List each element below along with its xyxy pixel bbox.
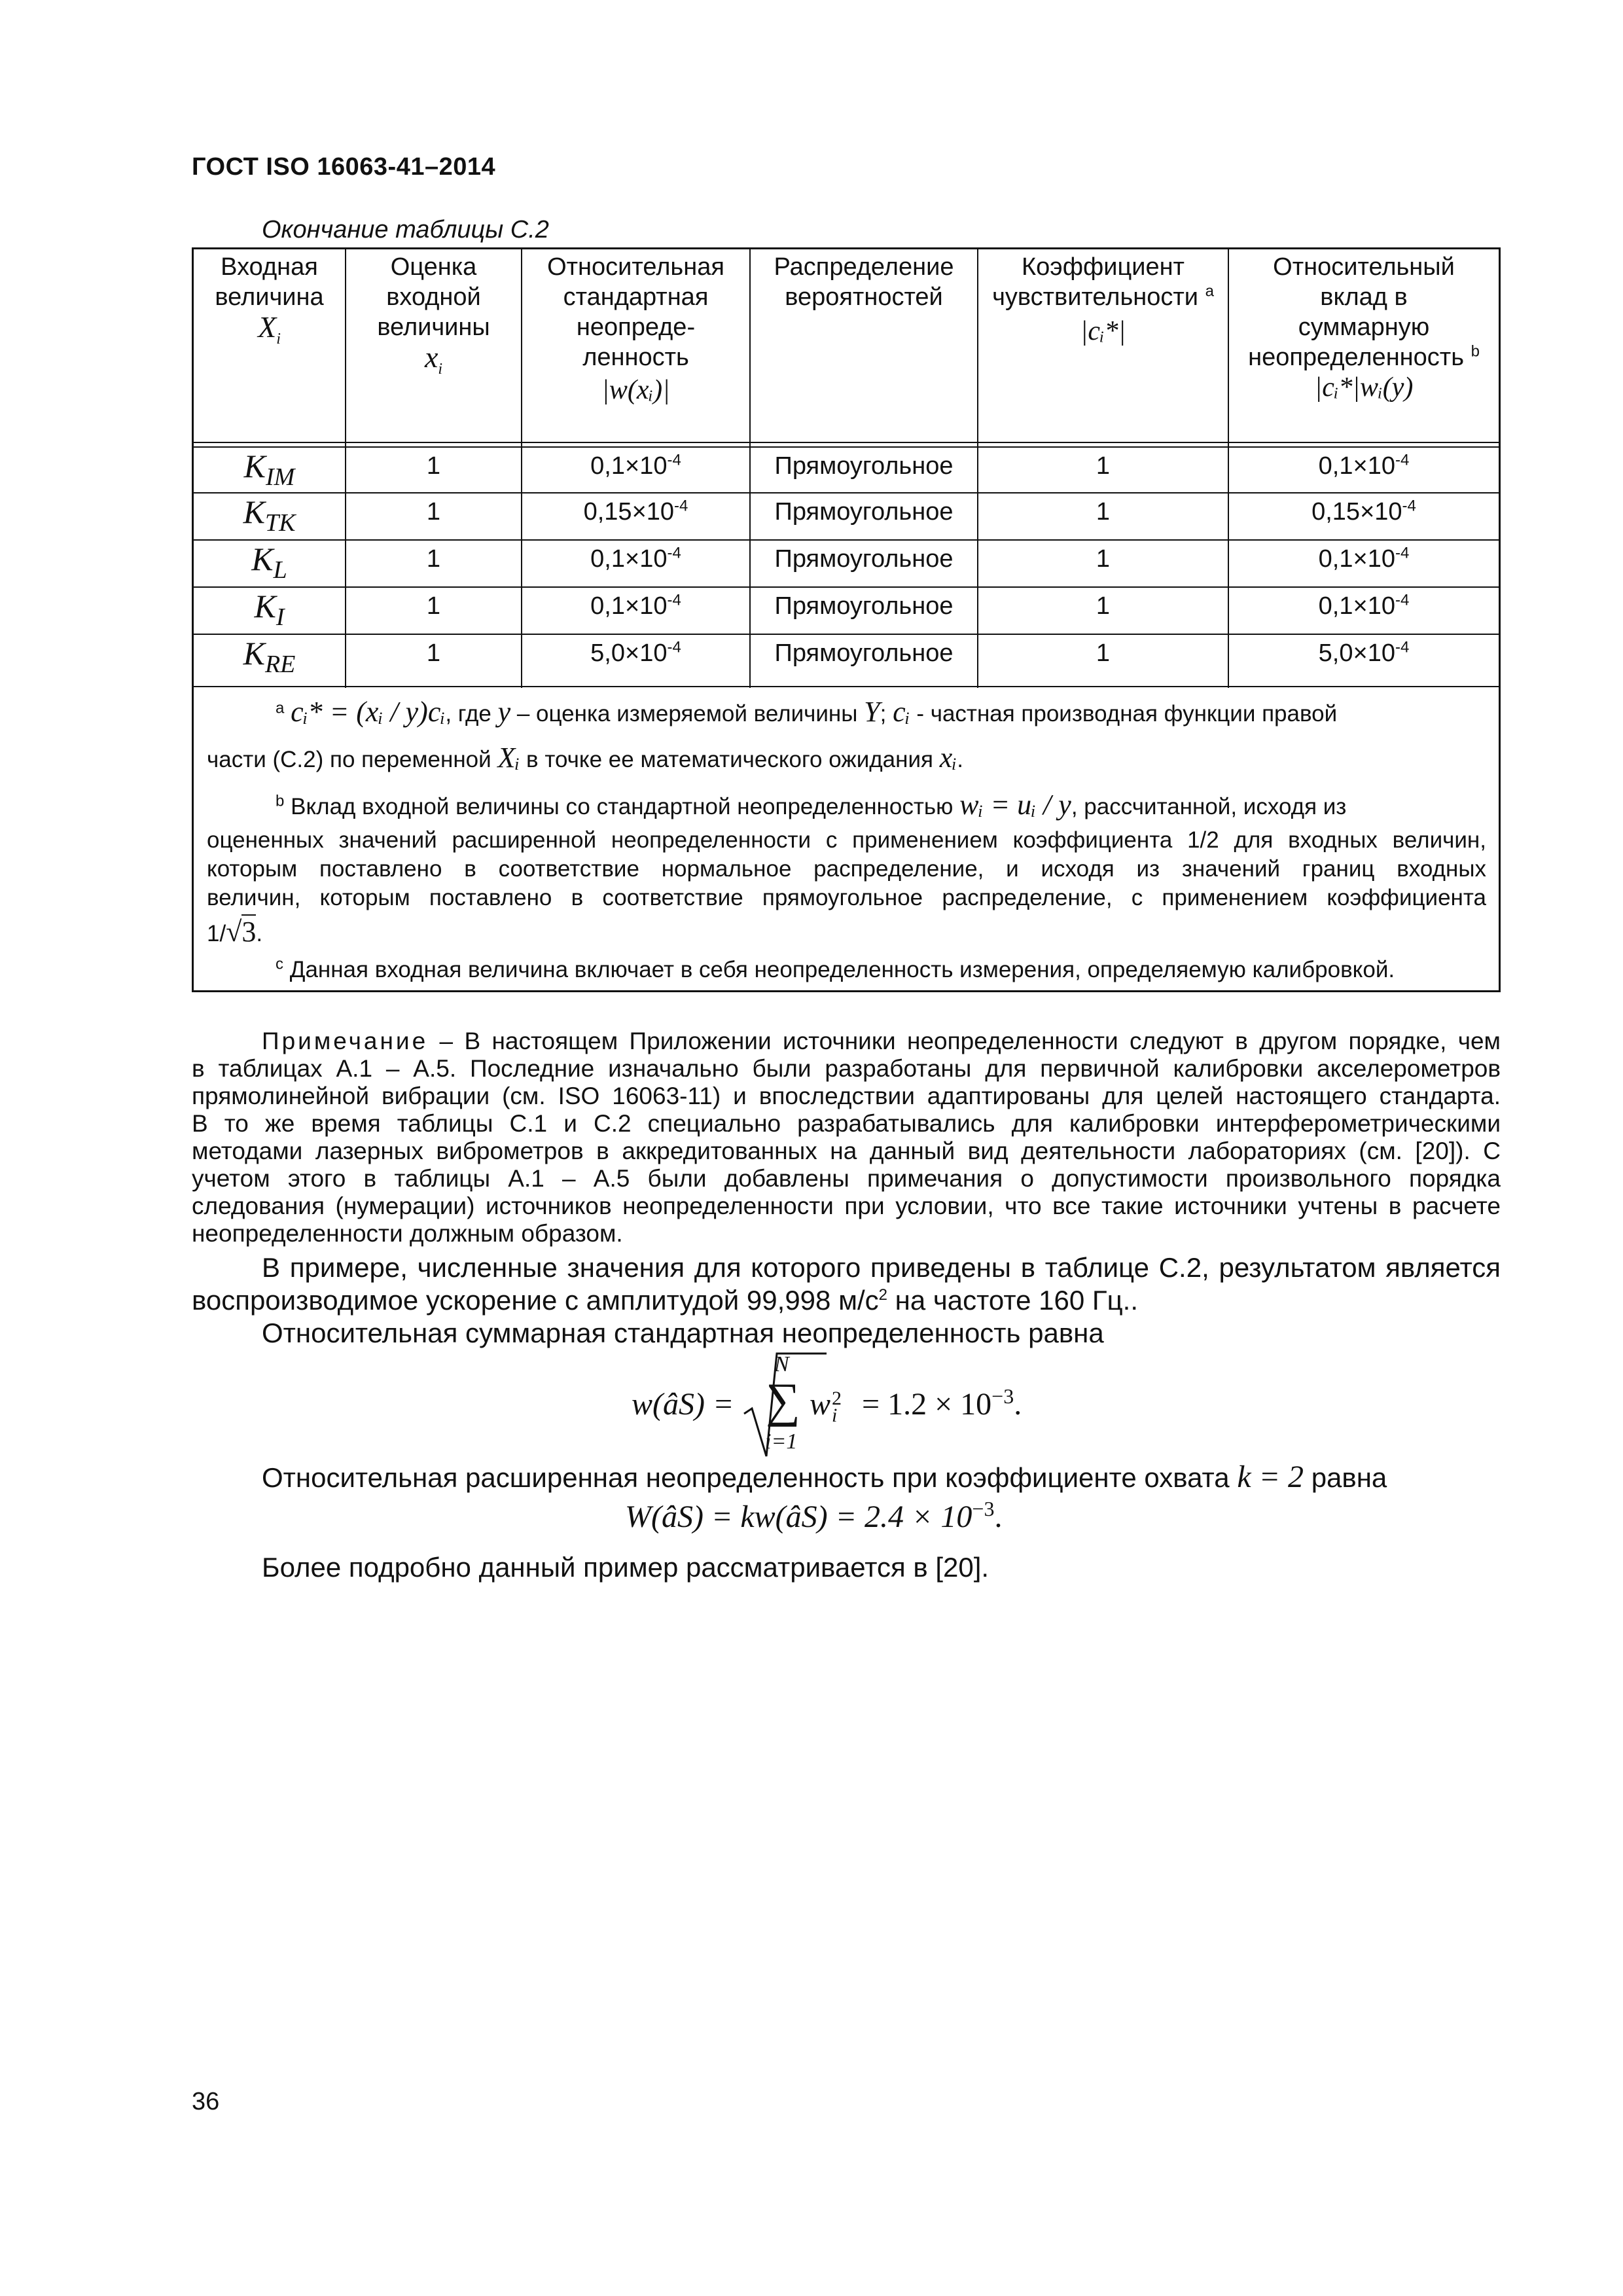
text: воспроизводимое ускорение с амплитудой 99,998 м/с [192,1285,879,1316]
footnote-mark-a: a [1205,282,1214,300]
text: в точке ее математического ожидания [526,747,933,772]
uncertainty-table [192,247,1501,992]
value-mantissa: 0,1×10 [1318,545,1395,573]
col-header-line: чувствительности [992,283,1199,311]
footnote-b-line1 [276,790,1486,822]
term-exponent: 2 [832,1387,842,1409]
eq-rhs [862,1386,1022,1422]
col-header-line: вероятностей [785,283,943,311]
footnote-a-line1 [276,697,1480,729]
sqrt-symbol: √ [226,916,242,948]
note-line: прямолинейной вибрации (см. ISO 16063-11) и впоследствии адаптированы для целей настоящего стандарта. [192,1083,1501,1109]
col-header-distribution [751,249,977,443]
value-mantissa: 0,1×10 [1318,592,1395,620]
cell-distribution: Прямоугольное [774,452,954,480]
body-paragraph-3 [262,1461,1387,1494]
cell-distribution: Прямоугольное [774,592,954,620]
text: , рассчитанной, исходя из [1071,794,1347,819]
equation-combined-uncertainty [632,1348,1063,1460]
note-line: учетом этого в таблицы А.1 – А.5 были добавлены примечания о допустимости произвольного порядка [192,1165,1501,1192]
footnote-mark: a [276,699,285,717]
term-w: w [810,1387,831,1422]
sum-upper-limit: N [774,1352,789,1376]
col-header-line: Распределение [774,253,954,281]
sqrt-radicand: 3 [241,916,257,948]
value-exponent: -4 [674,497,688,515]
value-exponent: -4 [1402,497,1416,515]
cell-coefficient: 1 [1096,452,1111,480]
cell-coefficient: 1 [1096,592,1111,620]
symbol-K: K [243,493,265,530]
footnote-mark: b [276,792,285,810]
col-header-line: Оценка [390,253,477,281]
value-mantissa: 5,0×10 [1318,639,1395,667]
formula-w-xi: |w(xᵢ)| [601,375,670,405]
text: . [957,747,963,772]
col-header-line: суммарную [1298,314,1430,341]
symbol-x: x [424,340,438,374]
text: . [994,1499,1003,1534]
symbol-K: K [254,588,276,624]
symbol-y: y [497,696,511,728]
cell-quantity [194,541,345,586]
text: Относительная расширенная неопределенность при коэффициенте охвата [262,1462,1230,1493]
col-header-contribution [1229,249,1499,443]
table-row [194,635,1499,686]
cell-estimate: 1 [426,545,441,573]
text: = 1.2 × 10 [862,1387,992,1422]
col-header-relative-uncertainty [522,249,749,443]
col-header-input-quantity [194,249,345,443]
col-header-line: величины [377,314,490,341]
eq-text: W(âS) = kw(âS) = 2.4 × 10 [625,1499,972,1534]
cell-coefficient: 1 [1096,498,1111,526]
value-exponent: -4 [667,638,681,656]
text: 1/ [207,921,226,946]
value-exponent: -4 [1395,591,1410,609]
col-header-estimate [346,249,521,443]
formula-ci-def: cᵢ* = (xᵢ / y)cᵢ [291,696,446,728]
note-label: Примечание [262,1028,429,1054]
cell-contribution [1229,493,1499,539]
note-line: следования (нумерации) источников неопределенности при условии, что все такие источники учтены в расчете [192,1193,1501,1219]
text: – оценка измеряемой величины [516,701,858,726]
note-line: В то же время таблицы С.1 и С.2 специально разрабатывались для калибровки интерферометрическими [192,1110,1501,1137]
symbol-sub: I [276,603,285,631]
note-line: неопределенности должным образом. [192,1220,623,1247]
col-header-line: Относительный [1273,253,1455,281]
eq-exponent: −3 [972,1497,995,1520]
text: , где [445,701,491,726]
value-mantissa: 0,15×10 [1311,498,1402,526]
text: части (С.2) по переменной [207,747,491,772]
symbol-xi: xᵢ [939,742,957,774]
body-paragraph-1: В примере, численные значения для которого приведены в таблице С.2, результатом является [262,1252,1501,1283]
cell-uncertainty [522,448,749,493]
text: Данная входная величина включает в себя неопределенность измерения, определяемую калибровкой. [289,957,1395,982]
text: - частная производная функции правой [916,701,1338,726]
footnote-c [276,955,1395,985]
footnote-b-line4: величин, которым поставлено в соответствие прямоугольное распределение, с применением коэффициента [207,885,1486,910]
table-row [194,448,1499,493]
value-mantissa: 0,1×10 [590,545,668,573]
sum-term [810,1386,842,1424]
text: . [256,921,263,946]
col-header-line: Входная [221,253,318,281]
symbol-Y: Y [864,696,880,728]
symbol-K: K [243,635,265,672]
cell-quantity [194,588,345,634]
cell-distribution: Прямоугольное [774,545,954,573]
cell-estimate: 1 [426,592,441,620]
value-exponent: -4 [667,544,681,562]
value-mantissa: 0,15×10 [583,498,675,526]
cell-contribution [1229,541,1499,586]
note-line [192,1028,1501,1055]
note-text: – В настоящем Приложении источники неопределенности следуют в другом порядке, чем [439,1028,1501,1054]
term-index: i [832,1404,838,1426]
footnote-mark-b: b [1471,342,1480,361]
footnote-a-line2 [207,743,963,775]
footnote-b-line3: которым поставлено в соответствие нормальное распределение, и исходя из значений границ входных [207,856,1486,882]
formula-contribution: |cᵢ*|wᵢ(y) [1314,372,1414,403]
value-exponent: -4 [667,451,681,469]
cell-estimate: 1 [426,639,441,667]
table-row [194,541,1499,586]
symbol-sub: L [273,556,287,584]
cell-coefficient: 1 [1096,545,1111,573]
text: Вклад входной величины со стандартной неопределенностью [291,794,954,819]
cell-quantity [194,493,345,539]
cell-contribution [1229,588,1499,634]
symbol-K: K [243,448,266,484]
cell-quantity [194,448,345,493]
cell-coefficient: 1 [1096,639,1111,667]
rhs-exponent: −3 [991,1384,1014,1408]
col-header-line: неопределенность [1248,344,1464,371]
eq-lhs: w(âS) = [632,1387,734,1422]
cell-estimate: 1 [426,452,441,480]
col-header-sensitivity [978,249,1228,443]
symbol-X: X [258,310,277,344]
note-line: в таблицах А.1 – А.5. Последние изначально были разработаны для первичной калибровки акселерометров [192,1055,1501,1082]
cell-contribution [1229,448,1499,493]
col-header-line: величина [215,283,324,311]
sum-lower-limit: i=1 [765,1429,798,1454]
cell-distribution: Прямоугольное [774,498,954,526]
note-line: методами лазерных виброметров в аккредитованных на данный вид деятельности лабораториях (см. [20]). С [192,1138,1501,1164]
formula-wi: wᵢ = uᵢ / y [959,789,1071,821]
symbol-sub: RE [264,651,296,678]
col-header-line: ленность [582,344,689,371]
cell-estimate: 1 [426,498,441,526]
unit-exponent: 2 [878,1286,887,1304]
body-paragraph-2: Относительная суммарная стандартная неопределенность равна [262,1318,1104,1348]
formula-ci-star: |cᵢ*| [1080,316,1126,346]
footnote-b-line2: оцененных значений расширенной неопределенности с применением коэффициента 1/2 для входных величин, [207,827,1486,853]
table-caption: Окончание таблицы С.2 [262,216,549,243]
cell-uncertainty [522,588,749,634]
footnote-mark: c [276,955,283,973]
text: равна [1311,1462,1387,1493]
col-header-line: Относительная [547,253,724,281]
cell-quantity [194,635,345,681]
text: ; [880,701,887,726]
sum-symbol: ∑ [766,1374,800,1427]
page-number: 36 [192,2088,220,2115]
value-exponent: -4 [1395,638,1410,656]
col-header-line: входной [386,283,481,311]
value-mantissa: 0,1×10 [1318,452,1395,480]
cell-distribution: Прямоугольное [774,639,954,667]
symbol-sub: i [438,361,443,378]
body-paragraph-1-cont [192,1284,1138,1317]
symbol-sub: i [276,331,281,348]
value-exponent: -4 [667,591,681,609]
symbol-ci: cᵢ [893,696,910,728]
text: . [1014,1387,1022,1422]
value-mantissa: 5,0×10 [590,639,668,667]
document-id: ГОСТ ISO 16063-41–2014 [192,153,496,181]
note-paragraph [192,1028,1501,1247]
table-row [194,493,1499,539]
cell-contribution [1229,635,1499,681]
col-header-line: Коэффициент [1022,253,1185,281]
value-mantissa: 0,1×10 [590,452,668,480]
value-mantissa: 0,1×10 [590,592,668,620]
symbol-sub: TK [264,509,296,537]
body-paragraph-4: Более подробно данный пример рассматривается в [20]. [262,1552,990,1583]
col-header-line: стандартная [563,283,709,311]
table-row [194,588,1499,634]
symbol-Xi: Xᵢ [497,742,520,774]
col-header-line: вклад в [1320,283,1408,311]
value-exponent: -4 [1395,451,1410,469]
symbol-K: K [251,541,274,577]
cell-uncertainty [522,541,749,586]
coverage-factor: k = 2 [1237,1460,1304,1494]
cell-uncertainty [522,635,749,681]
footnote-b-line5 [207,917,262,949]
text: на частоте 160 Гц.. [887,1285,1138,1316]
col-header-line: неопреде- [576,314,696,341]
value-exponent: -4 [1395,544,1410,562]
equation-expanded-uncertainty [625,1499,1002,1535]
cell-uncertainty [522,493,749,539]
symbol-sub: IM [266,463,295,491]
